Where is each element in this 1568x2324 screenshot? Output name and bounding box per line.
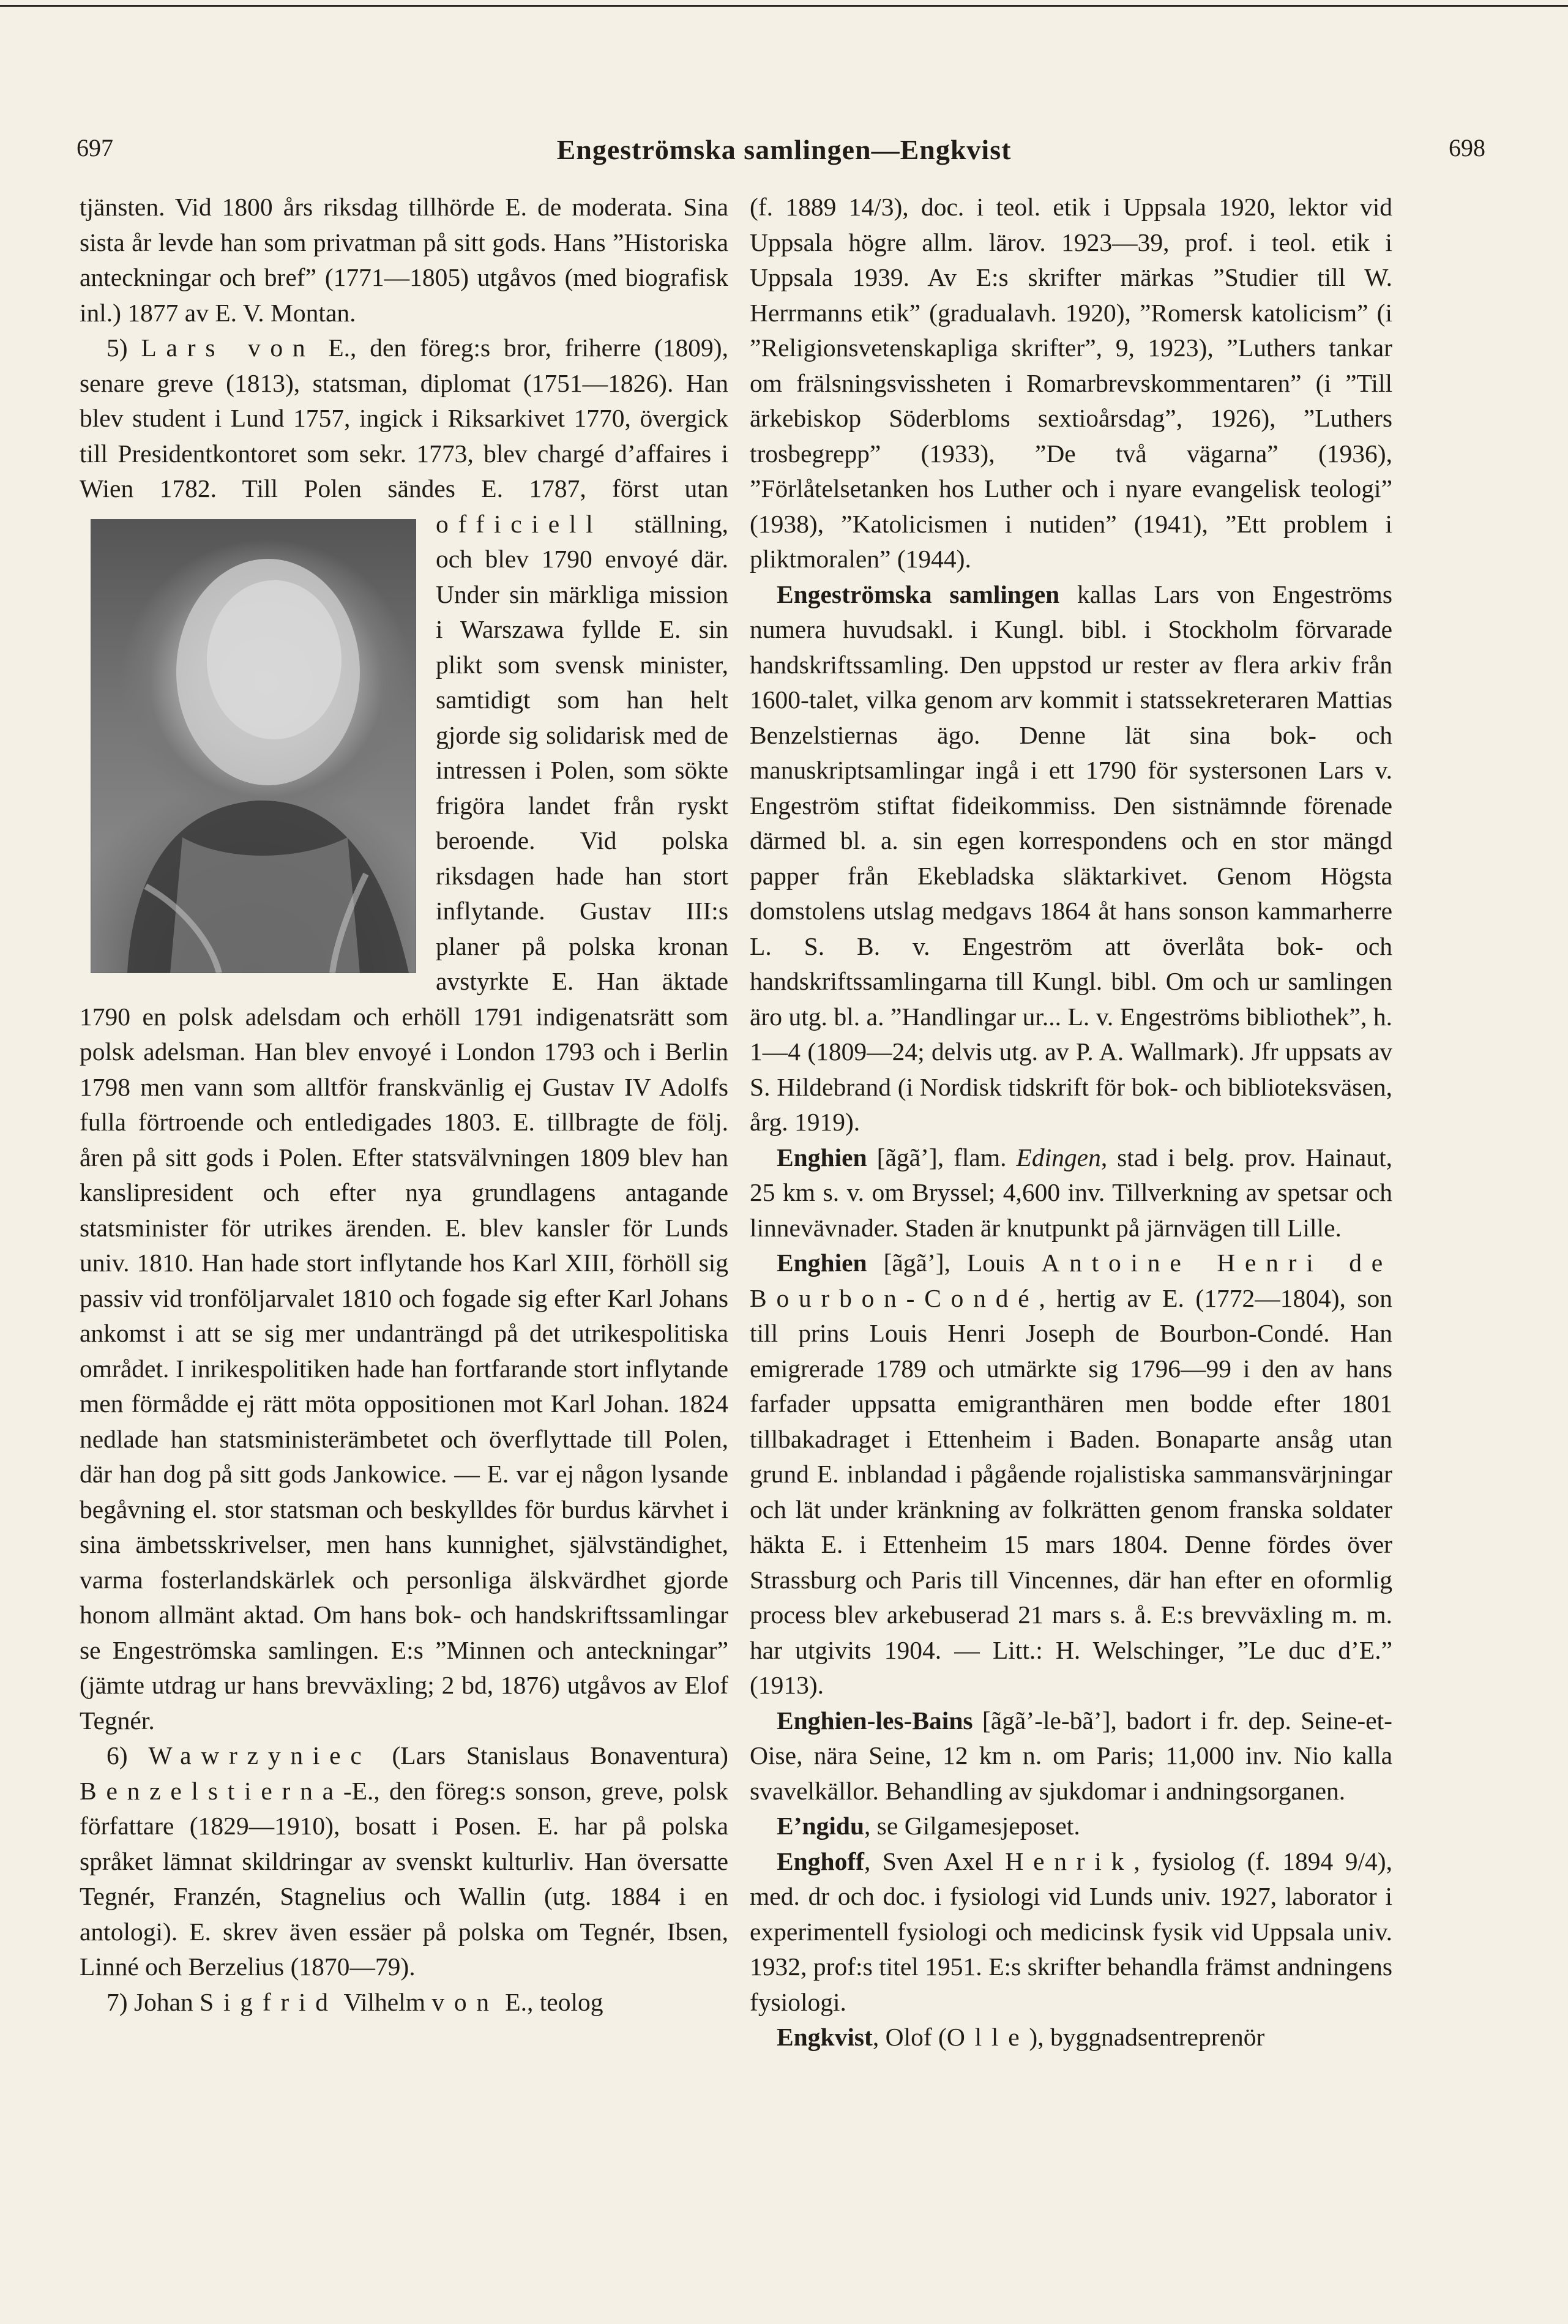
entry-engidu: E’ngidu, se Gilgamesjeposet. (777, 1812, 1080, 1840)
page-number-left: 697 (77, 134, 113, 162)
paragraph-continuation: (f. 1889 14/3), doc. i teol. etik i Uppsala 1920, lektor vid Uppsala högre allm. lärov. 1923—39, prof. i teol. etik i Uppsala 1939. Av E:s skrifter märkas ”Studier till W. Herrmanns etik” (gradualavh. 1920), ”Romersk katolicism” (i ”Religionsvetenskapliga skrifter”, 9, 1923), ”Luthers tankar om frälsningsvissheten i Romarbrevskommentaren” (i ”Till ärkebiskop Söderbloms sextioårsdag”, 1926), ”Luthers trosbegrepp” (1933), ”De två vägarna” (1936), ”Förlåtelsetanken hos Luther och i nyare evangelisk teologi” (1938), ”Katolicismen i nutiden” (1941), ”Ett problem i pliktmoralen” (1944). (750, 193, 1392, 573)
entry-headword: Enghien-les-Bains (777, 1706, 973, 1735)
entry-lars-von-engestrom: 5) Lars von E., den föreg:s bror, friherre (1809), senare greve (1813), statsman, diplomat (1751—1826). Han blev student i Lund 1757, ingick i Riksarkivet 1770, övergick till Presidentkontoret som sekr. 1773, blev chargé d’affaires i Wien 1782. Till Polen sändes E. 1787, först utan officiell ställning, och blev 1790 envoyé där. Under sin märkliga mission i Warszawa fyllde E. sin plikt som svensk minister, samtidigt som han helt gjorde sig solidarisk med de intressen i Polen, som sökte frigöra landet från ryskt beroende. Vid polska riksdagen hade han stort inflytande. Gustav III:s planer på polska kronan avstyrkte E. Han äktade 1790 en polsk adelsdam och erhöll 1791 indigenatsrätt som polsk adelsman. Han blev envoyé i London 1793 och i Berlin 1798 men vann som alltför franskvänlig ej Gustav IV Adolfs fulla förtroende och entledigades 1803. E. tillbragte de följ. åren på sitt gods i Polen. Efter statsvälvningen 1809 blev han kanslipresident och efter nya grundlagens antagande statsminister för utrikes ärenden. E. blev kansler för Lunds univ. 1810. Han hade stort inflytande hos Karl XIII, förhöll sig passiv vid tronföljarvalet 1810 och fogade sig efter Karl Johans ankomst i att se sig mer undanträngd på det utrikespolitiska området. I inrikespolitiken hade han fortfarande stort inflytande men förmådde ej rätt möta oppositionen mot Karl Johan. 1824 nedlade han statsministerämbetet och överflyttade till Polen, där han dog på sitt gods Jankowice. — E. var ej någon lysande begåvning el. stor statsman och beskylldes för burdus kärvhet i sina ämbetsskrivelser, men hans kunnighet, självständighet, varma fosterlandskärlek och personliga älskvärdhet gjorde honom allmänt aktad. Om hans bok- och handskriftssamlingar se Engeströmska samlingen. E:s ”Minnen och anteckningar” (jämte utdrag ur hans brevväxling; 2 bd, 1876) utgåvos av Elof Tegnér. (80, 334, 728, 1735)
entry-headword: Enghoff (777, 1847, 864, 1875)
page-header (0, 133, 1568, 176)
top-rule (0, 5, 1568, 7)
entry-name: Sigfrid (200, 1987, 338, 2016)
running-title: Engeströmska samlingen—Engkvist (556, 134, 1012, 165)
entry-headword: E’ngidu (777, 1812, 865, 1840)
portrait-engraving-icon (91, 519, 416, 973)
left-column (80, 190, 728, 2020)
entry-enghien-town: Enghien [ãgã’], flam. Edingen, stad i belg. prov. Hainaut, 25 km s. v. om Bryssel; 4,600 inv. Tillverkning av spetsar och linnevävnader. Staden är knutpunkt på järnvägen till Lille. (750, 1143, 1392, 1242)
page-number-right: 698 (1449, 134, 1485, 162)
entry-headword: Enghien (777, 1249, 867, 1277)
entry-johan-sigfrid: 7) Johan Sigfrid Vilhelm von E., teolog (106, 1987, 603, 2016)
entry-headword: Enghien (777, 1143, 867, 1171)
entry-headword: Engeströmska samlingen (777, 580, 1060, 608)
entry-name: Wawrzyniec (148, 1741, 371, 1769)
entry-headword: Engkvist (777, 2023, 873, 2051)
right-column (750, 190, 1392, 2055)
entry-wawrzyniec: 6) Wawrzyniec (Lars Stanislaus Bonaventura) Benzelstierna-E., den föreg:s sonson, greve, polsk författare (1829—1910), bosatt i Posen. E. har på polska språket lämnat skildringar av svenskt kulturliv. Han översatte Tegnér, Franzén, Stagnelius och Wallin (utg. 1884 i en antologi). E. skrev även essäer på polska om Tegnér, Ibsen, Linné och Berzelius (1870—79). (80, 1741, 729, 1981)
entry-enghoff: Enghoff, Sven Axel Henrik, fysiolog (f. 1894 9/4), med. dr och doc. i fysiologi vid Lunds univ. 1927, laborator i experimentell fysiologi och medicinsk fysik vid Uppsala univ. 1932, prof:s titel 1951. E:s skrifter behandla främst andningens fysiologi. (750, 1847, 1392, 2016)
portrait-shading (91, 519, 416, 973)
entry-enghien-duke: Enghien [ãgã’], Louis Antoine Henri de Bourbon-Condé, hertig av E. (1772—1804), son till prins Louis Henri Joseph de Bourbon-Condé. Han emigrerade 1789 och utmärkte sig 1796—99 i den av hans farfader uppsatta emigranthären men bodde efter 1801 tillbakadraget i Ettenheim i Baden. Bonaparte ansåg utan grund E. inblandad i pågående rojalistiska sammansvärjningar och lät under kränkning av folkrätten genom franska soldater häkta E. i Ettenheim 15 mars 1804. Denne fördes över Strassburg och Paris till Vincennes, där han efter en oformlig process blev arkebuserad 21 mars s. å. E:s brevväxling m. m. har utgivits 1904. — Litt.: H. Welschinger, ”Le duc d’E.” (1913). (750, 1249, 1392, 1699)
entry-engkvist: Engkvist, Olof (Olle), byggnadsentreprenör (777, 2023, 1265, 2051)
entry-enghien-les-bains: Enghien-les-Bains [ãgã’-le-bã’], badort i fr. dep. Seine-et-Oise, nära Seine, 12 km n. om Paris; 11,000 inv. Nio kalla svavelkällor. Behandling av sjukdomar i andningsorganen. (750, 1706, 1392, 1805)
entry-name: Lars von (141, 334, 315, 362)
entry-engestromska-samlingen: Engeströmska samlingen kallas Lars von Engeströms numera huvudsakl. i Kungl. bibl. i Stockholm förvarade handskriftssamling. Den uppstod ur rester av flera arkiv från 1600-talet, vilka genom arv kommit i statssekreteraren Mattias Benzelstiernas ägo. Denne lät sina bok- och manuskriptsamlingar ingå i ett 1790 för systersonen Lars v. Engeström stiftat fideikommiss. Den sistnämnde förenade därmed bl. a. sin egen korrespondens och en stor mängd papper från Ekebladska släktarkivet. Genom Högsta domstolens utslag medgavs 1864 åt hans sonson kammarherre L. S. B. v. Engeström att överlåta bok- och handskriftssamlingarna till Kungl. bibl. Om och ur samlingen äro utg. bl. a. ”Handlingar ur... L. v. Engeströms bibliothek”, h. 1—4 (1809—24; delvis utg. av P. A. Wallmark). Jfr uppsats av S. Hildebrand (i Nordisk tidskrift för bok- och biblioteksväsen, årg. 1919). (750, 580, 1392, 1136)
paragraph-continuation: tjänsten. Vid 1800 års riksdag tillhörde E. de moderata. Sina sista år levde han som privatman på sitt gods. Hans ”Historiska anteckningar och bref” (1771—1805) utgåvos (med biografisk inl.) 1877 av E. V. Montan. (80, 193, 728, 327)
